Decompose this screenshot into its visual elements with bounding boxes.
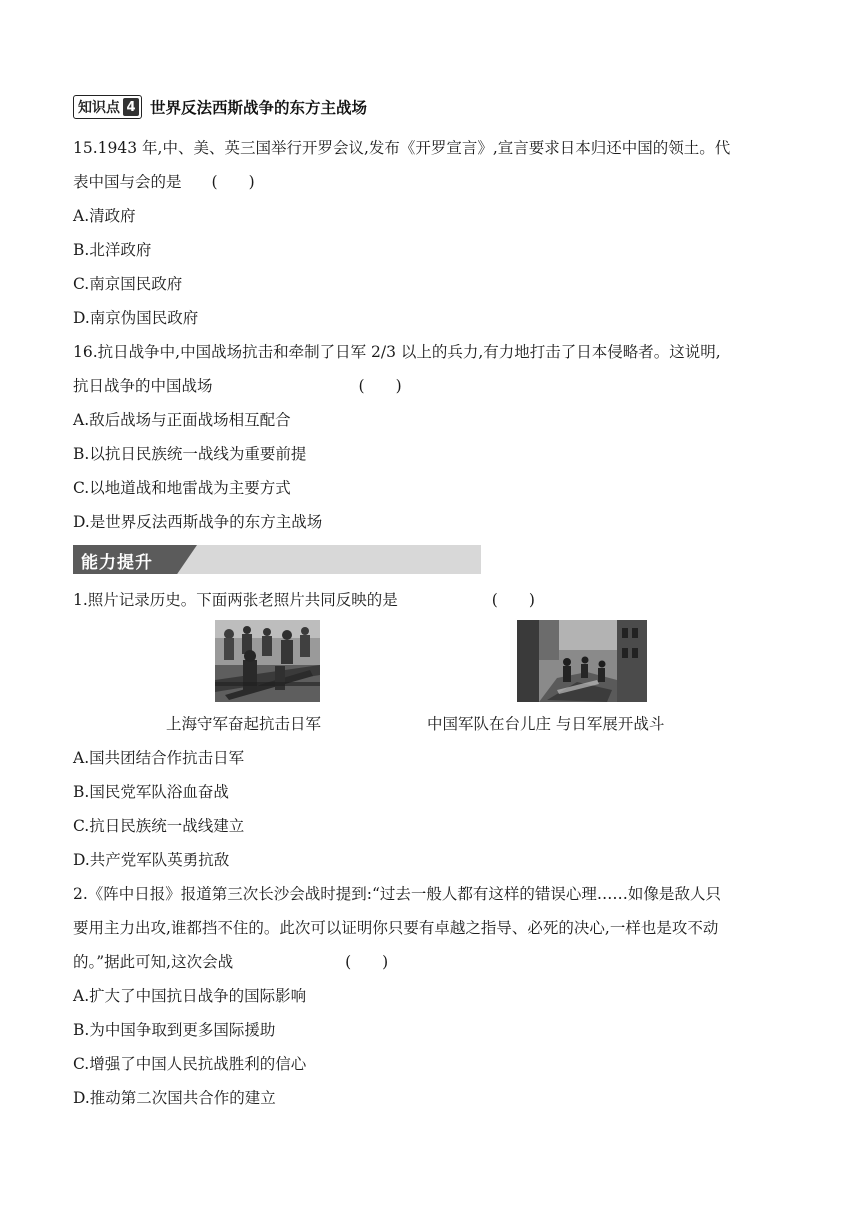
- ability-section-title: 能力提升: [81, 553, 153, 573]
- q15-stem-text: 表中国与会的是: [73, 173, 182, 191]
- a1-option-b[interactable]: B.国民党军队浴血奋战: [73, 783, 229, 801]
- q16-stem-line1: 16.抗日战争中,中国战场抗击和牵制了日军 2/3 以上的兵力,有力地打击了日本侵略者。这说明,: [73, 343, 721, 361]
- q16-answer-blank[interactable]: ( ): [358, 377, 402, 395]
- q16-stem-line2: [73, 376, 402, 396]
- a1-option-d[interactable]: D.共产党军队英勇抗敌: [73, 851, 230, 869]
- a2-stem-line2: 要用主力出攻,谁都挡不住的。此次可以证明你只要有卓越之指导、必死的决心,一样也是攻不动: [73, 919, 719, 937]
- photo-shanghai-defense: [215, 620, 320, 702]
- a1-option-a[interactable]: A.国共团结合作抗击日军: [73, 749, 245, 767]
- ability-section-banner: [73, 545, 481, 574]
- q15-stem-line2: [73, 172, 255, 192]
- photo-taierzhuang-caption: 中国军队在台儿庄 与日军展开战斗: [427, 715, 665, 733]
- q16-option-c[interactable]: C.以地道战和地雷战为主要方式: [73, 479, 291, 497]
- a2-option-a[interactable]: A.扩大了中国抗日战争的国际影响: [73, 987, 307, 1005]
- q15-option-a[interactable]: A.清政府: [73, 207, 136, 225]
- knowledge-point-number: 4: [123, 98, 139, 116]
- a2-stem-line1: 2.《阵中日报》报道第三次长沙会战时提到:“过去一般人都有这样的错误心理……如像是敌人只: [73, 885, 721, 903]
- q15-answer-blank[interactable]: ( ): [211, 173, 255, 191]
- a2-option-c[interactable]: C.增强了中国人民抗战胜利的信心: [73, 1055, 307, 1073]
- a1-stem-line1: [73, 590, 535, 610]
- q16-option-b[interactable]: B.以抗日民族统一战线为重要前提: [73, 445, 307, 463]
- q15-stem-line1: 15.1943 年,中、美、英三国举行开罗会议,发布《开罗宣言》,宣言要求日本归还中国的领土。代: [73, 139, 731, 157]
- a1-stem-text: 1.照片记录历史。下面两张老照片共同反映的是: [73, 591, 398, 609]
- photo-taierzhuang-battle: [517, 620, 647, 702]
- knowledge-point-heading: [73, 95, 367, 119]
- photo-taierzhuang-battle-image: [517, 620, 647, 702]
- q15-option-d[interactable]: D.南京伪国民政府: [73, 309, 199, 327]
- a1-answer-blank[interactable]: ( ): [491, 591, 535, 609]
- q16-option-a[interactable]: A.敌后战场与正面战场相互配合: [73, 411, 291, 429]
- a2-stem-text: 的。”据此可知,这次会战: [73, 953, 234, 971]
- q15-option-b[interactable]: B.北洋政府: [73, 241, 152, 259]
- knowledge-point-tag: [73, 95, 142, 119]
- q15-option-c[interactable]: C.南京国民政府: [73, 275, 183, 293]
- a2-option-b[interactable]: B.为中国争取到更多国际援助: [73, 1021, 276, 1039]
- a1-option-c[interactable]: C.抗日民族统一战线建立: [73, 817, 245, 835]
- a2-answer-blank[interactable]: ( ): [345, 953, 389, 971]
- knowledge-point-tag-label: 知识点: [78, 100, 120, 116]
- q16-option-d[interactable]: D.是世界反法西斯战争的东方主战场: [73, 513, 323, 531]
- knowledge-point-title: 世界反法西斯战争的东方主战场: [150, 99, 368, 117]
- photo-shanghai-caption: 上海守军奋起抗击日军: [166, 715, 322, 733]
- a2-stem-line3: [73, 952, 388, 972]
- q16-stem-text: 抗日战争的中国战场: [73, 377, 213, 395]
- a2-option-d[interactable]: D.推动第二次国共合作的建立: [73, 1089, 276, 1107]
- photo-shanghai-defense-image: [215, 620, 320, 702]
